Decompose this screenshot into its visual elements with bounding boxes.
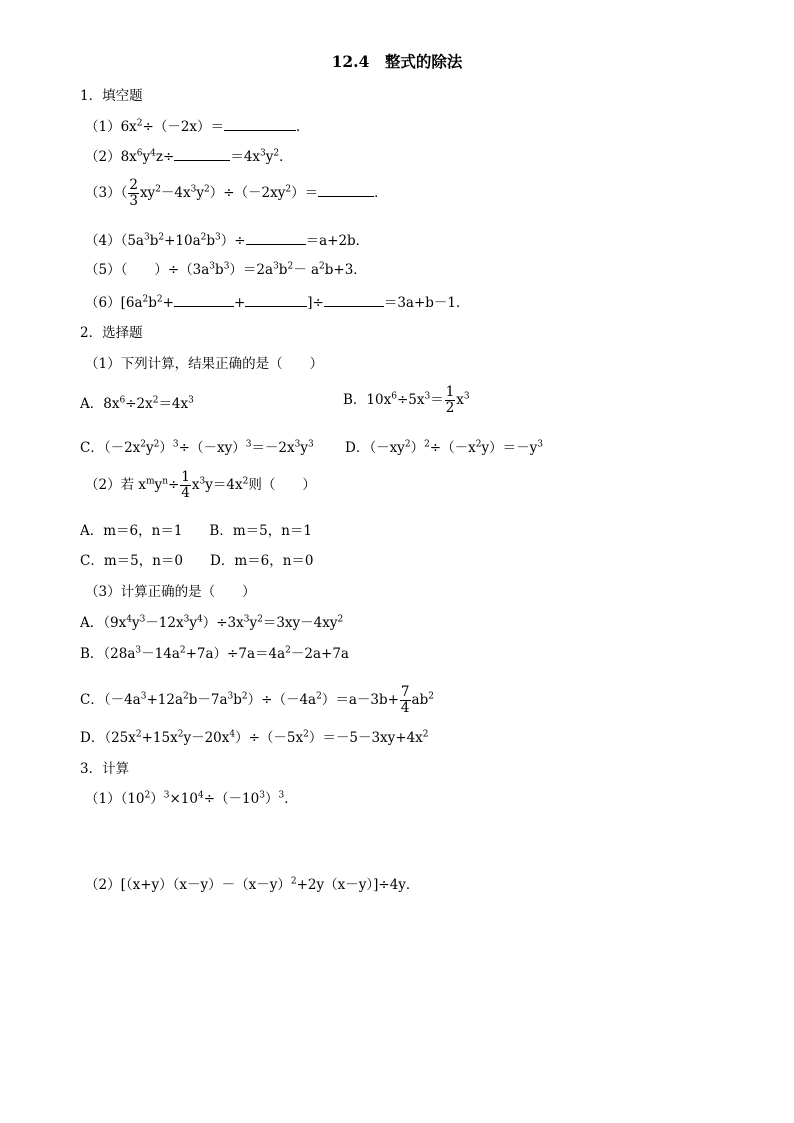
fill-question-6: $(6)[6a^2b^2+$ + ]÷ ＝3a+b－1． xyxy=(85,294,470,311)
answer-blank[interactable] xyxy=(246,231,306,245)
answer-blank[interactable] xyxy=(174,293,234,307)
choice-2-options-cd[interactable]: C．m＝5，n＝0 D．m＝6，n＝0 xyxy=(80,553,314,569)
fraction-seven-quarters: $\frac{7}{4}$ xyxy=(400,684,410,716)
fraction-one-half: $\frac{1}{2}$ xyxy=(445,384,455,416)
page-title: 12.4 整式的除法 xyxy=(331,52,463,71)
calc-question-1: $(1)(10^2)^3\times 10^4\div(-10^3)^3$． xyxy=(85,790,298,807)
choice-question-3-stem: （3）计算正确的是（ ） xyxy=(85,584,256,600)
fraction-one-quarter: $\frac{1}{4}$ xyxy=(181,469,190,501)
answer-blank[interactable] xyxy=(174,147,230,161)
choice-1-option-b[interactable]: B．$10x^6\div 5x^3=$ $\frac{1}{2}$ $x^3$ xyxy=(343,384,470,416)
choice-question-2-stem: （2）若 $x^my^n\div$ $\frac{1}{4}$ $x^3y=4x^2$则（ ） xyxy=(85,469,316,501)
fill-question-1: $(1)6x^2\div(-2x)=$ ． xyxy=(85,118,310,135)
answer-blank[interactable] xyxy=(324,293,384,307)
choice-question-1-stem: （1）下列计算，结果正确的是（ ） xyxy=(85,356,324,372)
fill-question-3: （3）（ $\frac{2}{3}$ $xy^2-4x^3y^2)\div(-2xy^2)=$ ． xyxy=(85,177,388,209)
choice-1-option-d[interactable]: D．$(-xy^2)^2\div(-x^2y)=-y^3$ xyxy=(345,439,543,456)
section-heading-calculate: 3．计算 xyxy=(80,761,130,777)
answer-blank[interactable] xyxy=(224,117,296,131)
choice-3-option-a[interactable]: A．$(9x^4y^3-12x^3y^4)\div 3x^3y^2=3xy-4xy^2$ xyxy=(80,614,344,631)
choice-3-option-c[interactable]: C．$(-4a^3+12a^2b-7a^3b^2)\div(-4a^2)=a-3b+$ $\frac{7}{4}$ $ab^2$ xyxy=(80,684,434,716)
fraction-two-thirds: $\frac{2}{3}$ xyxy=(129,177,138,209)
choice-1-option-a[interactable]: A．$8x^6\div 2x^2=4x^3$ xyxy=(80,395,194,412)
fill-question-5: （5）（ ）$\div(3a^3b^3)=2a^3b^2- a^2b+3$． xyxy=(85,261,367,278)
choice-1-option-c[interactable]: C．$(-2x^2y^2)^3\div(-xy)^3=-2x^3y^3$ xyxy=(80,439,314,456)
choice-3-option-d[interactable]: D．$(25x^2+15x^2y-20x^4)\div(-5x^2)=-5-3xy+4x^2$ xyxy=(80,729,429,746)
fill-question-2: $(2)8x^6y^4z\div =4x^3y^2$． xyxy=(85,148,293,165)
fill-question-4: $(4)(5a^3b^2+10a^2b^3)\div =a+2b$． xyxy=(85,232,370,249)
answer-blank[interactable] xyxy=(245,293,307,307)
calc-question-2: $(2)[(x+y)(x-y)-(x-y)^2+2y(x-y)]\div 4y$． xyxy=(85,876,420,893)
section-heading-multiple-choice: 2．选择题 xyxy=(80,325,143,341)
answer-blank[interactable] xyxy=(318,183,374,197)
choice-2-options-ab[interactable]: A．m＝6，n＝1 B．m＝5，n＝1 xyxy=(80,523,313,539)
choice-3-option-b[interactable]: B．$(28a^3-14a^2+7a)\div 7a=4a^2-2a+7a$ xyxy=(80,645,349,662)
section-heading-fill-in: 1．填空题 xyxy=(80,88,143,104)
